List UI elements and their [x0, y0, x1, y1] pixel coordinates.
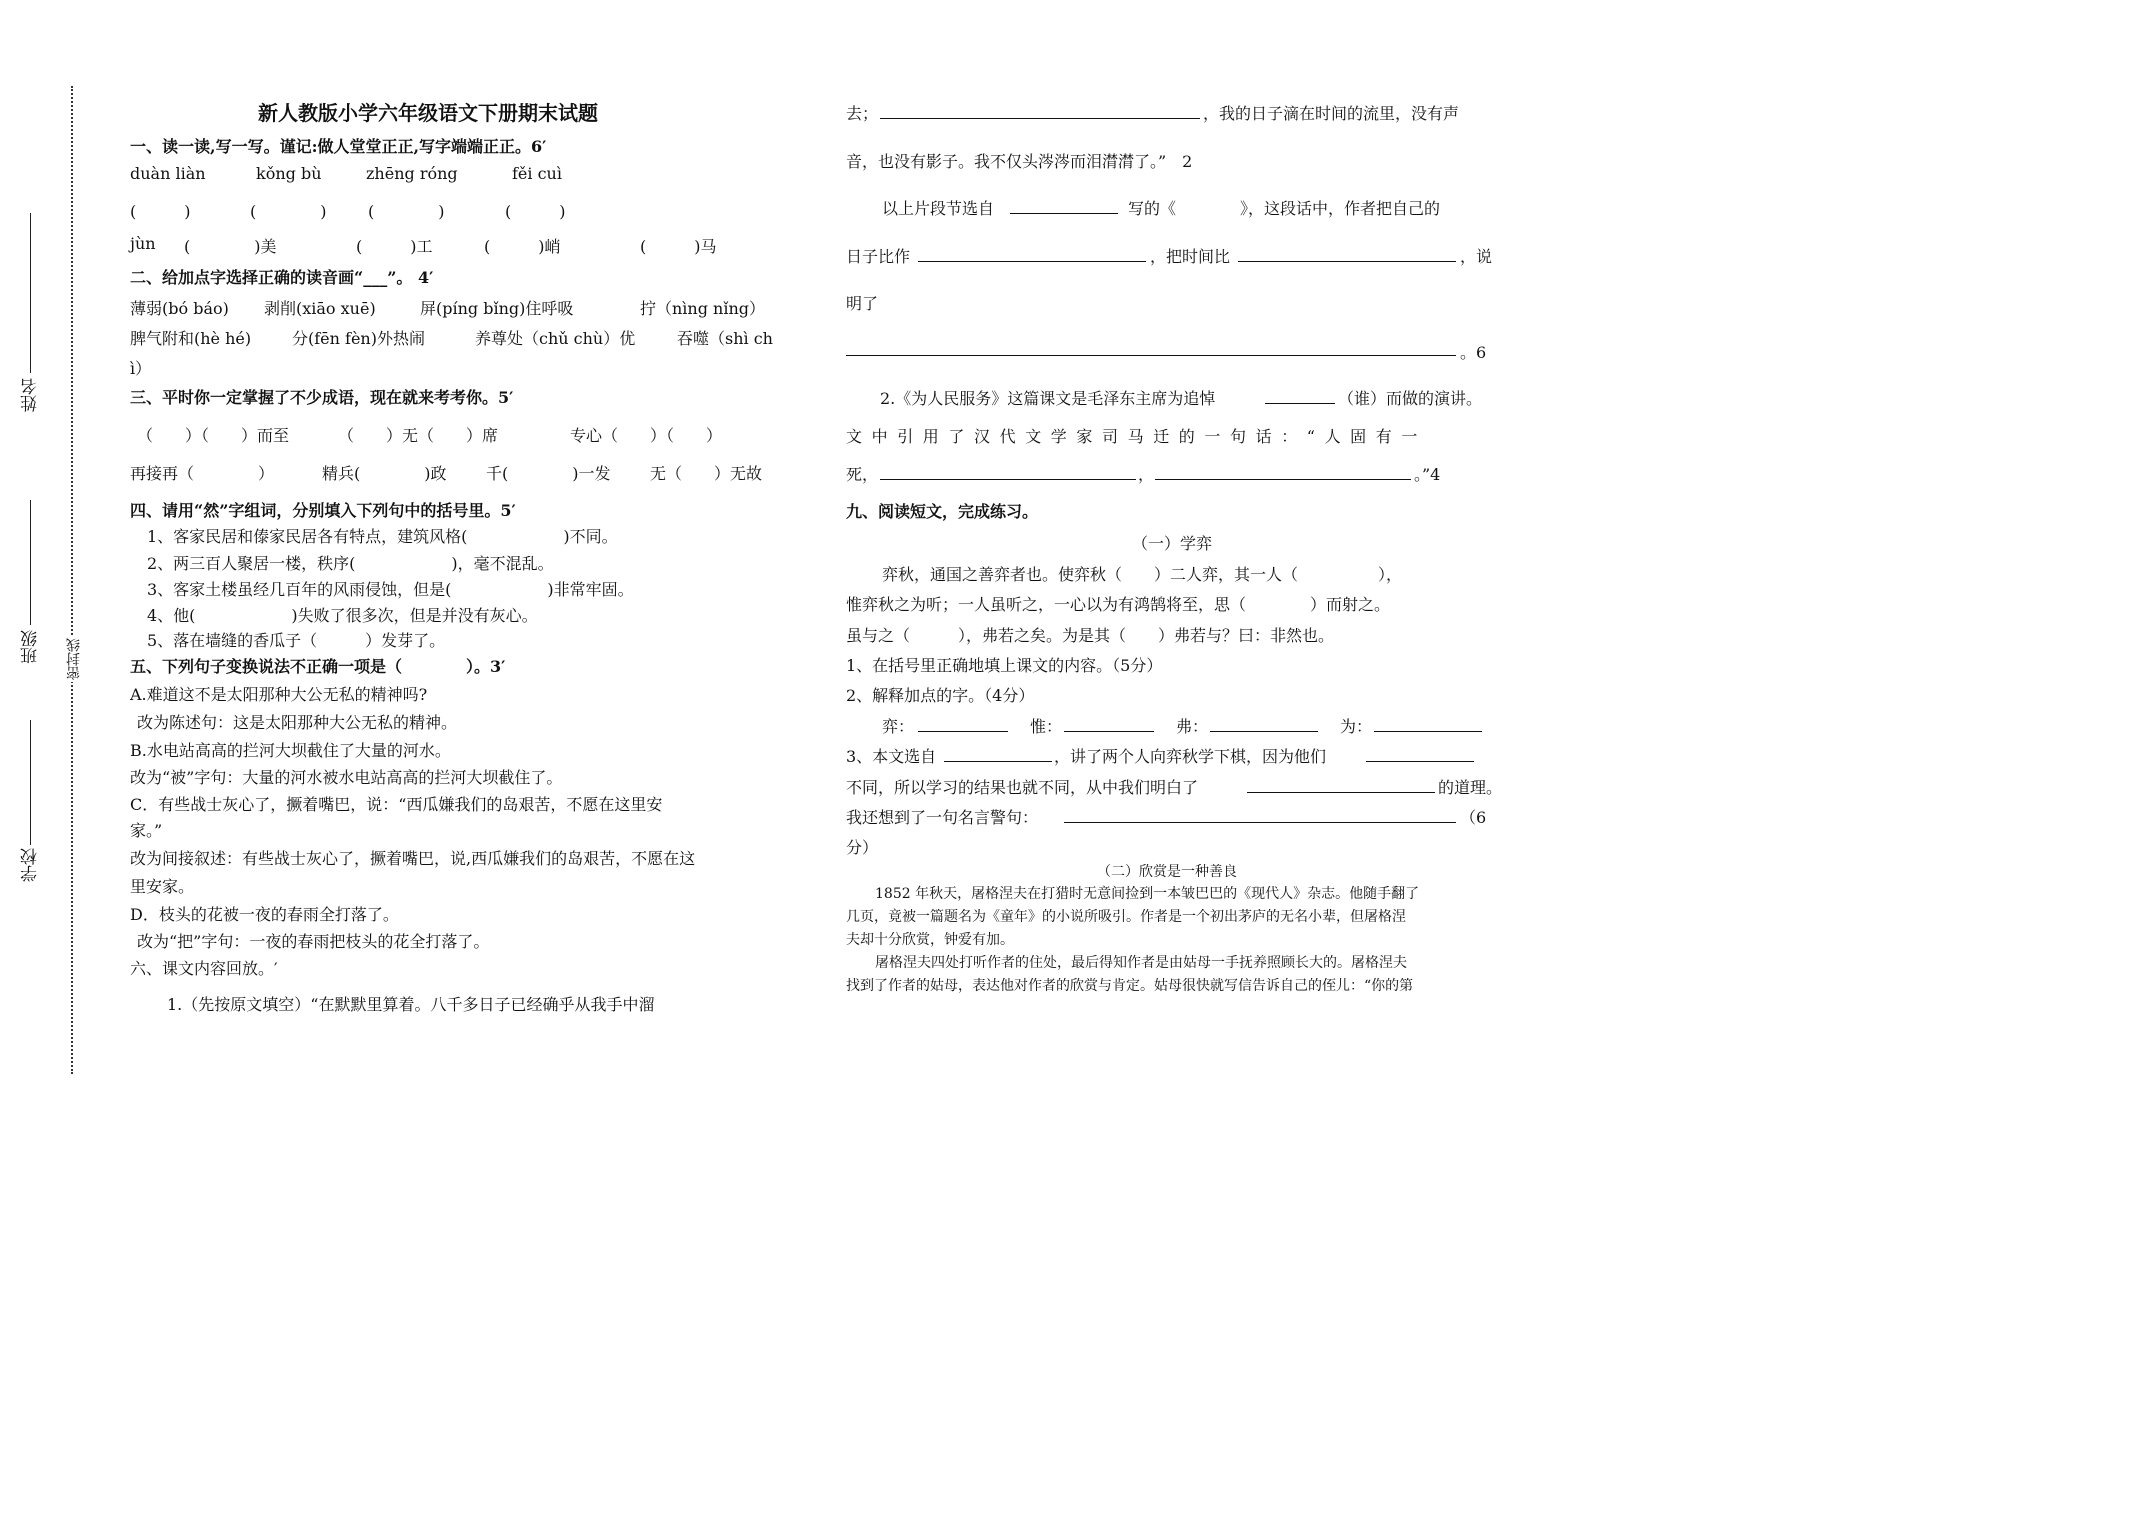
- q5-line: A.难道这不是太阳那种大公无私的精神吗?: [130, 685, 428, 704]
- q1-bracket-3[interactable]: ( ): [368, 202, 445, 221]
- r-line4-start: 日子比作: [846, 247, 911, 266]
- story-line: 找到了作者的姑母，表达他对作者的欣赏与肯定。姑母很快就写信告诉自己的侄儿：“你的第: [846, 978, 1414, 994]
- q5-line: 改为“被”字句：大量的河水被水电站高高的拦河大坝截住了。: [130, 768, 563, 787]
- class-label: 班级: [21, 630, 41, 664]
- q1-pinyin-4: fěi cuì: [512, 164, 562, 183]
- r-line3-end: 写的《 》，这段话中，作者把自己的: [1128, 199, 1441, 218]
- blank-line[interactable]: [918, 244, 1146, 262]
- q9-word: 惟：: [1030, 717, 1063, 736]
- blank-line[interactable]: [880, 462, 1136, 480]
- q1-jun-blank-2[interactable]: ( )工: [356, 237, 433, 256]
- r-line4-end: ，说: [1460, 247, 1493, 266]
- q9-s5-end: （6: [1460, 808, 1487, 827]
- story-line: 几页，竟被一篇题名为《童年》的小说所吸引。作者是一个初出茅庐的无名小辈，但屠格涅: [846, 909, 1406, 925]
- q9-word: 为：: [1340, 717, 1373, 736]
- fold-line: [71, 86, 73, 1074]
- seal-line-label: 密封线: [66, 638, 82, 680]
- r-line5: 明了: [846, 294, 879, 313]
- q9-passage-line[interactable]: 虽与之（ ），弗若之矣。为是其（ ）弗若与？曰：非然也。: [846, 626, 1335, 645]
- q9-s4-start: 不同，所以学习的结果也就不同，从中我们明白了: [846, 778, 1199, 797]
- q4-item[interactable]: 4、他( )失败了很多次，但是并没有灰心。: [147, 606, 538, 625]
- name-label: 姓名: [21, 378, 41, 412]
- q5-heading: 五、下列句子变换说法不正确一项是（ ）。3′: [130, 657, 506, 676]
- blank-line[interactable]: [1064, 714, 1154, 732]
- q3-idiom[interactable]: 精兵( )政: [322, 464, 447, 483]
- r-line2: 音，也没有影子。我不仅头涔涔而泪潸潸了。” 2: [846, 152, 1193, 171]
- q5-line: 里安家。: [130, 877, 195, 896]
- blank-line[interactable]: [846, 338, 1456, 356]
- q9-s3-end: ，讲了两个人向弈秋学下棋，因为他们: [1054, 747, 1327, 766]
- blank-line[interactable]: [1366, 744, 1474, 762]
- q9-word: 弗：: [1176, 717, 1209, 736]
- q9-sub2-title: （二）欣赏是一种善良: [1097, 864, 1237, 880]
- r-line9-start: 死，: [846, 465, 879, 484]
- q5-line: C．有些战士灰心了，撅着嘴巴，说：“西瓜嫌我们的岛艰苦，不愿在这里安: [130, 795, 663, 814]
- q1-pinyin-3: zhēng róng: [366, 164, 458, 183]
- blank-line[interactable]: [918, 714, 1008, 732]
- r-line9-end: 。”4: [1414, 465, 1441, 484]
- blank-line[interactable]: [1155, 462, 1411, 480]
- q1-bracket-1[interactable]: ( ): [130, 202, 191, 221]
- blank-line[interactable]: [1210, 714, 1318, 732]
- q2-heading: 二、给加点字选择正确的读音画“___”。 4′: [130, 268, 434, 287]
- blank-line[interactable]: [1247, 775, 1435, 793]
- story-line: 1852 年秋天，屠格涅夫在打猎时无意间捡到一本皱巴巴的《现代人》杂志。他随手翻了: [875, 886, 1420, 902]
- q5-line: B.水电站高高的拦河大坝截住了大量的河水。: [130, 741, 451, 760]
- q9-sub-question: 1、在括号里正确地填上课文的内容。（5分）: [846, 656, 1163, 675]
- q1-heading: 一、读一读,写一写。谨记:做人堂堂正正,写字端端正正。6′: [130, 137, 547, 156]
- q5-line: 改为陈述句：这是太阳那种大公无私的精神。: [137, 713, 458, 732]
- q3-idiom[interactable]: （ ）无（ ）席: [338, 426, 499, 445]
- r-line4-mid: ，把时间比: [1150, 247, 1231, 266]
- q2-option-tail: ì）: [130, 359, 152, 378]
- r-line3-start: 以上片段节选自: [882, 199, 995, 218]
- q9-s6: 分）: [846, 838, 879, 857]
- school-line: [30, 720, 31, 845]
- q3-idiom[interactable]: 专心（ ）（ ）: [570, 426, 723, 445]
- q1-bracket-4[interactable]: ( ): [505, 202, 566, 221]
- q5-line: 改为“把”字句：一夜的春雨把枝头的花全打落了。: [137, 932, 490, 951]
- q9-heading: 九、阅读短文，完成练习。: [846, 502, 1039, 521]
- q9-passage-line[interactable]: 惟弈秋之为听；一人虽听之，一心以为有鸿鹄将至，思（ ）而射之。: [846, 595, 1391, 614]
- q2-option: 分(fēn fèn)外热闹: [292, 329, 425, 348]
- story-line: 夫却十分欣赏，钟爱有加。: [846, 932, 1014, 948]
- blank-line[interactable]: [1265, 386, 1335, 404]
- q3-idiom[interactable]: 千( )一发: [486, 464, 611, 483]
- r-line1-end: ，我的日子滴在时间的流里，没有声: [1203, 104, 1460, 123]
- r-line7-start: 2.《为人民服务》这篇课文是毛泽东主席为追悼: [880, 389, 1216, 408]
- q2-option: 吞噬（shì ch: [677, 329, 773, 348]
- q1-bracket-2[interactable]: ( ): [250, 202, 327, 221]
- blank-line[interactable]: [1064, 805, 1456, 823]
- q4-heading: 四、请用“然”字组词，分别填入下列句中的括号里。5′: [130, 501, 516, 520]
- q3-idiom[interactable]: （ ）（ ）而至: [137, 426, 290, 445]
- blank-line[interactable]: [1238, 244, 1456, 262]
- q1-jun-blank-1[interactable]: ( )美: [184, 237, 277, 256]
- q4-item[interactable]: 5、落在墙缝的香瓜子（ ）发芽了。: [147, 631, 446, 650]
- q3-idiom[interactable]: 无（ ）无故: [650, 464, 763, 483]
- q2-option: 屏(píng bǐng)住呼吸: [420, 299, 574, 318]
- q5-line: 家。”: [130, 821, 163, 840]
- name-line: [30, 213, 31, 373]
- q1-jun-blank-3[interactable]: ( )峭: [484, 237, 561, 256]
- q9-s3-start: 3、本文选自: [846, 747, 937, 766]
- q5-line: D．枝头的花被一夜的春雨全打落了。: [130, 905, 399, 924]
- page-title: 新人教版小学六年级语文下册期末试题: [258, 101, 598, 125]
- q1-jun-blank-4[interactable]: ( )马: [640, 237, 717, 256]
- q9-s5: 我还想到了一句名言警句：: [846, 808, 1039, 827]
- q6-line1: 1.（先按原文填空）“在默默里算着。八千多日子已经确乎从我手中溜: [167, 995, 655, 1014]
- q2-option: 薄弱(bó báo): [130, 299, 229, 318]
- q9-sub-question: 2、解释加点的字。（4分）: [846, 686, 1035, 705]
- q2-option: 剥削(xiāo xuē): [264, 299, 376, 318]
- q1-pinyin-1: duàn liàn: [130, 164, 206, 183]
- q2-option: 养尊处（chǔ chù）优: [475, 329, 636, 348]
- q2-option: 脾气附和(hè hé): [130, 329, 252, 348]
- r-line1-start: 去；: [846, 104, 879, 123]
- q3-heading: 三、平时你一定掌握了不少成语，现在就来考考你。5′: [130, 388, 514, 407]
- r-line8: 文中引用了汉代文学家司马迁的一句话：“人固有一: [846, 427, 1427, 446]
- q9-passage-line[interactable]: 弈秋，通国之善弈者也。使弈秋（ ）二人弈，其一人（ ），: [882, 565, 1403, 584]
- q9-word: 弈：: [882, 717, 915, 736]
- blank-line[interactable]: [1010, 196, 1118, 214]
- q1-jun: jùn: [130, 234, 156, 253]
- q2-option: 拧（nìng nǐng）: [640, 299, 766, 318]
- r-line6: 。6: [1460, 343, 1487, 362]
- school-label: 学校: [21, 848, 41, 882]
- class-line: [30, 500, 31, 625]
- blank-line[interactable]: [1374, 714, 1482, 732]
- blank-line[interactable]: [880, 101, 1200, 119]
- r-line9-mid: ，: [1138, 465, 1155, 484]
- r-line7-end: （谁）而做的演讲。: [1338, 389, 1483, 408]
- q3-idiom[interactable]: 再接再（ ）: [130, 464, 275, 483]
- q4-item[interactable]: 1、客家民居和傣家民居各有特点，建筑风格( )不同。: [147, 527, 618, 546]
- q5-line: 改为间接叙述：有些战士灰心了，撅着嘴巴，说,西瓜嫌我们的岛艰苦，不愿在这: [130, 849, 696, 868]
- q9-s4-end: 的道理。: [1438, 778, 1503, 797]
- blank-line[interactable]: [944, 744, 1052, 762]
- q1-pinyin-2: kǒng bù: [256, 164, 322, 183]
- q4-item[interactable]: 3、客家土楼虽经几百年的风雨侵蚀，但是( )非常牢固。: [147, 580, 634, 599]
- story-line: 屠格涅夫四处打听作者的住处，最后得知作者是由姑母一手抚养照顾长大的。屠格涅夫: [875, 955, 1407, 971]
- q6-heading: 六、课文内容回放。′: [130, 959, 278, 978]
- q4-item[interactable]: 2、两三百人聚居一楼，秩序( )，毫不混乱。: [147, 554, 554, 573]
- q9-sub1-title: （一）学弈: [1132, 534, 1213, 553]
